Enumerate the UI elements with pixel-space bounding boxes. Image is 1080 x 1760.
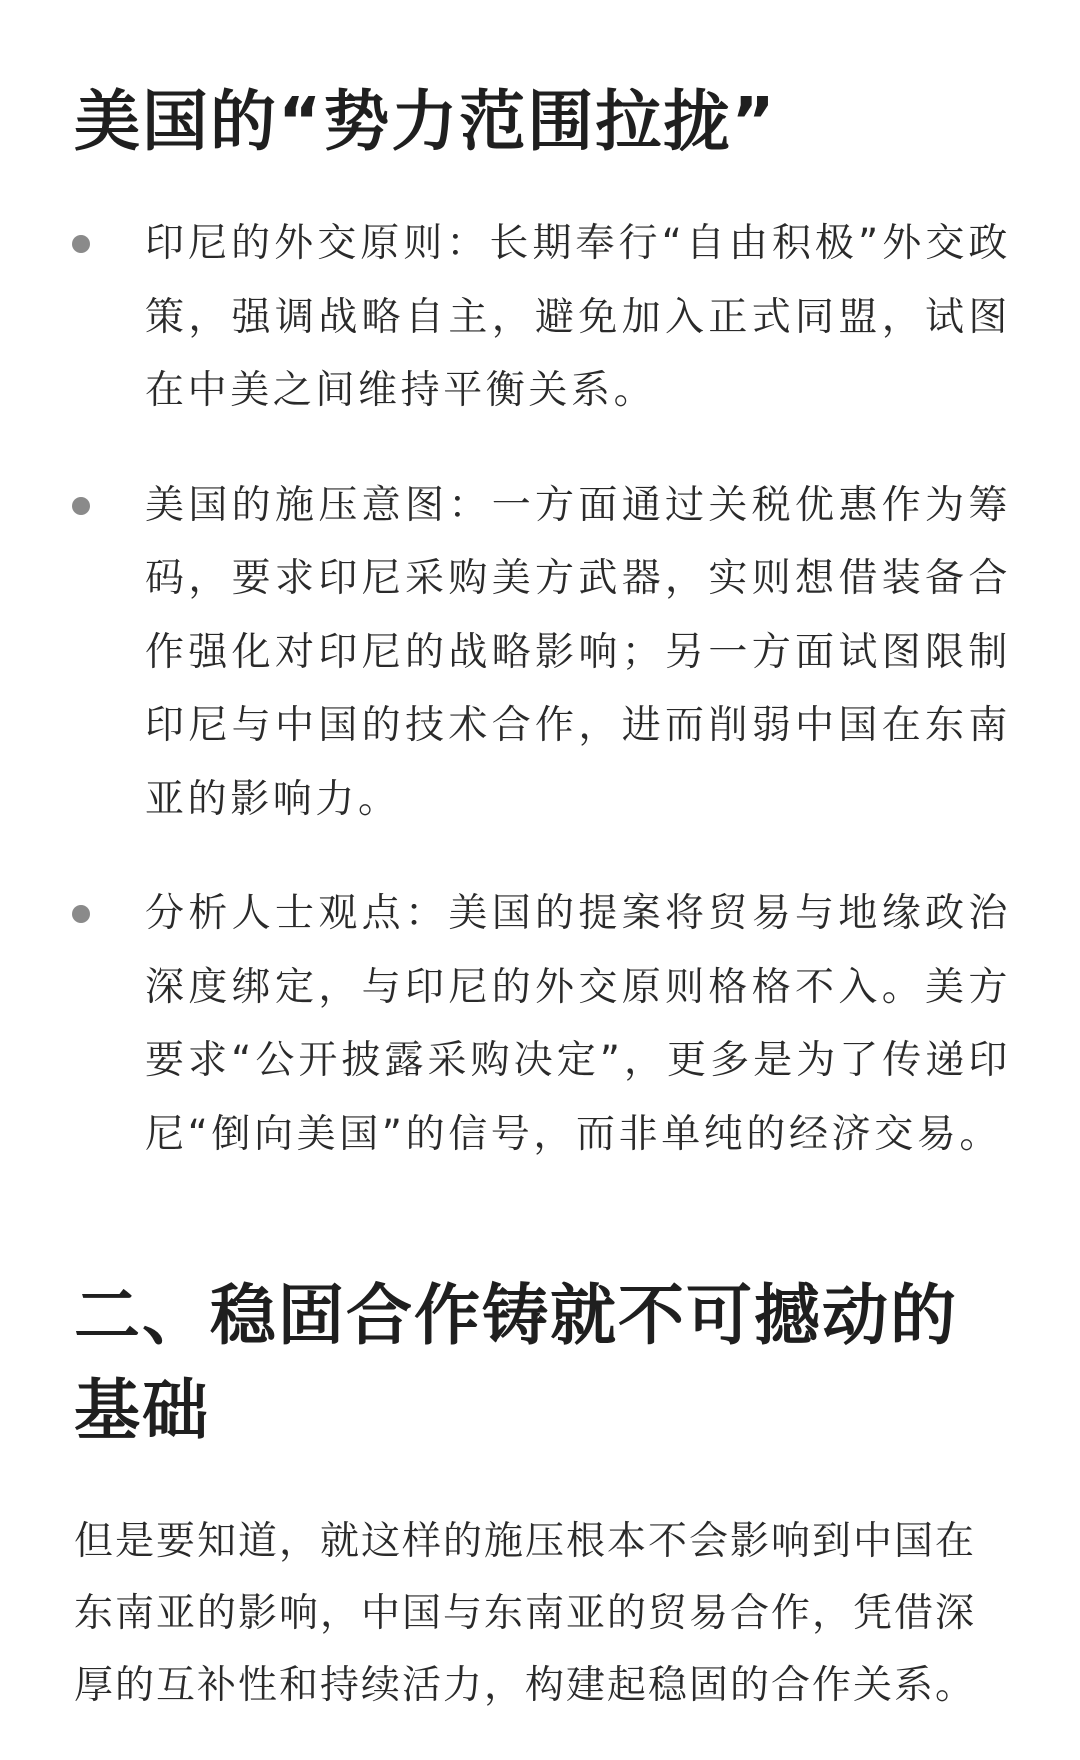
- list-item-text: 印尼的外交原则：长期奉行“自由积极”外交政策，强调战略自主，避免加入正式同盟，试图在中美之间维持平衡关系。: [145, 221, 1011, 413]
- bullet-dot-icon: [72, 235, 90, 253]
- body-paragraph: 但是要知道，就这样的施压根本不会影响到中国在东南亚的影响，中国与东南亚的贸易合作，凭借深厚的互补性和持续活力，构建起稳固的合作关系。: [74, 1519, 977, 1708]
- list-item: [0, 877, 1080, 1171]
- bullet-list: [0, 207, 1080, 1212]
- section-heading-us-sphere: 美国的“势力范围拉拢”: [74, 83, 777, 160]
- bullet-dot-icon: [72, 497, 90, 515]
- list-item: [0, 207, 1080, 428]
- list-item-text: 分析人士观点：美国的提案将贸易与地缘政治深度绑定，与印尼的外交原则格格不入。美方要求“公开披露采购决定”，更多是为了传递印尼“倒向美国”的信号，而非单纯的经济交易。: [145, 891, 1011, 1157]
- list-item-text: 美国的施压意图：一方面通过关税优惠作为筹码，要求印尼采购美方武器，实则想借装备合作强化对印尼的战略影响；另一方面试图限制印尼与中国的技术合作，进而削弱中国在东南亚的影响力。: [145, 482, 1011, 822]
- list-item: [0, 469, 1080, 837]
- section-heading-stable-cooperation: 二、稳固合作铸就不可撼动的基础: [74, 1277, 958, 1449]
- bullet-dot-icon: [72, 905, 90, 923]
